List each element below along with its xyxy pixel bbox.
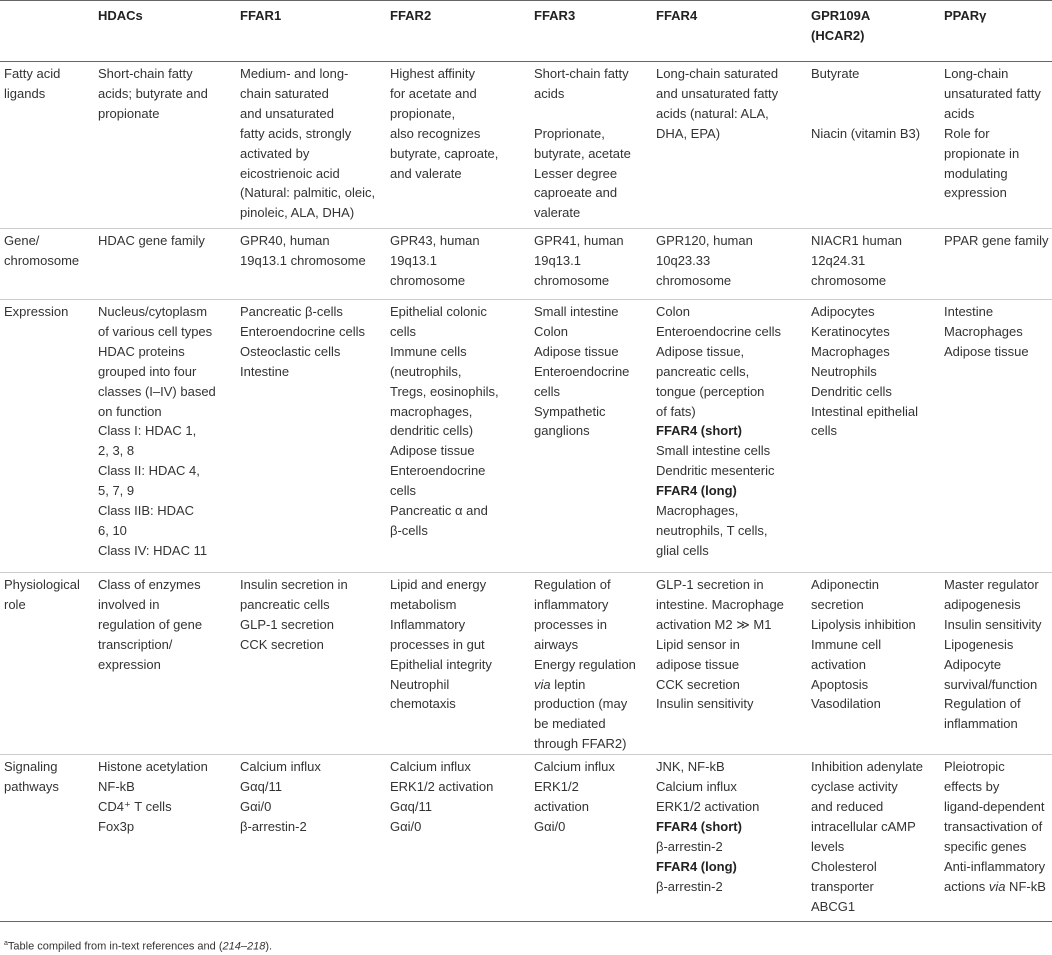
cell-line: intracellular cAMP [811,818,916,834]
cell-line: ERK1/2 [534,779,579,795]
cell-line: propionate, [390,105,456,121]
cell-line: butyrate, caproate, [390,145,499,161]
cell-line: DHA, EPA) [656,125,721,141]
cell-line: Small intestine [534,304,619,319]
cell-line: on function [98,403,162,419]
cell-line: Colon [534,323,568,339]
cell-line: Class I: HDAC 1, [98,423,197,439]
cell-line: acids; butyrate and [98,85,208,101]
cell-line: 10q23.33 [656,252,711,268]
cell-line: valerate [534,205,581,221]
cell-line: β-arrestin-2 [656,878,723,894]
cell-line: Neutrophils [811,363,877,379]
cell-line: Pleiotropic [944,759,1005,775]
cell-line: GPR40, human [240,233,330,248]
table-cell-ppar [934,62,1052,229]
row-label-text: role [4,596,26,612]
table-cell-hdacs [88,300,230,573]
cell-line: HDAC proteins [98,343,185,359]
cell-line: pinoleic, ALA, DHA) [240,205,355,221]
column-header-text: FFAR2 [390,8,432,23]
cell-line: Intestinal epithelial [811,403,918,419]
cell-line: Enteroendocrine cells [240,323,366,339]
header-row [0,1,1052,62]
cell-line: Calcium influx [240,759,321,775]
cell-line: Dendritic mesenteric [656,463,775,479]
cell-line: Short-chain fatty [98,66,193,81]
cell-line: Gαq/11 [240,779,282,795]
cell-line: of fats) [656,403,696,419]
cell-line: and unsaturated [240,105,334,121]
cell-line: 6, 10 [98,522,127,538]
column-header-hdacs [88,1,230,62]
cell-line: Macrophages [944,323,1023,339]
column-header-ppar [934,1,1052,62]
table-cell-ffar3 [524,573,646,755]
table-row-physiological-role [0,573,1052,755]
column-header-text: (HCAR2) [811,27,865,43]
row-label-text: chromosome [4,252,80,268]
table-row-expression [0,300,1052,573]
cell-line: Class of enzymes [98,577,201,592]
cell-line: Gαi/0 [240,798,272,814]
cell-line [534,104,646,124]
row-label-text: Gene/ [4,233,40,248]
cell-line: acids [944,105,975,121]
cell-line: actions via NF-kB [944,878,1046,894]
cell-line: of various cell types [98,323,213,339]
cell-line: 19q13.1 [390,252,437,268]
table-cell-ffar1 [230,755,380,922]
row-label-text: ligands [4,85,46,101]
table-row-signaling-pathways [0,755,1052,922]
cell-line: GPR41, human [534,233,624,248]
cell-line: Sympathetic [534,403,606,419]
cell-line: butyrate, acetate [534,145,631,161]
cell-line: Gαi/0 [390,818,422,834]
cell-line: Master regulator [944,577,1039,592]
cell-line: propionate [98,105,160,121]
cell-line: Calcium influx [390,759,471,775]
cell-line: (Natural: palmitic, oleic, [240,185,376,201]
cell-line: Apoptosis [811,676,869,692]
cell-line: Enteroendocrine cells [656,323,782,339]
table-cell-hdacs [88,62,230,229]
table-cell-hdacs [88,573,230,755]
cell-line [811,104,934,124]
cell-line: GPR43, human [390,233,480,248]
cell-line: Class IIB: HDAC [98,503,195,519]
cell-line: Enteroendocrine [390,463,486,479]
cell-line: propionate in [944,145,1020,161]
row-label-text: Physiological [4,577,80,592]
column-header-gpr109a-hcar2 [801,1,934,62]
column-header-text: PPARγ [944,8,987,23]
cell-line: glial cells [656,542,709,558]
cell-line: be mediated [534,716,606,732]
cell-line: and valerate [390,165,462,181]
cell-line: Small intestine cells [656,443,771,459]
table-cell-gpr109a-hcar2 [801,229,934,300]
cell-line: ganglions [534,423,590,439]
cell-line: eicostrienoic acid [240,165,340,181]
table-cell-ppar [934,300,1052,573]
cell-line: CCK secretion [240,636,324,652]
cell-line: Enteroendocrine [534,363,630,379]
cell-line: Pancreatic β-cells [240,304,343,319]
table-cell-gpr109a-hcar2 [801,755,934,922]
table-cell-ffar4 [646,755,801,922]
cell-line: cells [390,483,417,499]
table-cell-ffar2 [380,62,524,229]
cell-line: Adipose tissue [390,443,475,459]
table-row-gene-chromosome [0,229,1052,300]
cell-line: chromosome [390,272,466,288]
cell-line: cells [534,383,561,399]
cell-line: Adipose tissue, [656,343,745,359]
cell-line: β-arrestin-2 [656,838,723,854]
cell-line: Role for [944,125,990,141]
cell-line: Adipose tissue [944,343,1029,359]
cell-line: Tregs, eosinophils, [390,383,499,399]
cell-line: Class IV: HDAC 11 [98,542,208,558]
row-label [0,62,88,229]
cell-line: inflammatory [534,596,609,612]
cell-line: Calcium influx [656,779,737,795]
cell-line: Insulin sensitivity [944,616,1042,632]
column-header-text: FFAR4 [656,8,698,23]
row-label [0,229,88,300]
cell-line: processes in [534,616,607,632]
cell-line: Lipid and energy [390,577,487,592]
column-header-text: FFAR3 [534,8,576,23]
table-cell-ffar2 [380,755,524,922]
cell-line: Lipid sensor in [656,636,740,652]
cell-line: (neutrophils, [390,363,462,379]
cell-line: Regulation of [534,577,611,592]
cell-line: transactivation of [944,818,1043,834]
cell-line: Fox3p [98,818,135,834]
cell-line: Colon [656,304,690,319]
cell-line: Long-chain [944,66,1009,81]
table-cell-ppar [934,573,1052,755]
cell-line: Immune cell [811,636,882,652]
cell-line: and unsaturated fatty [656,85,779,101]
table-cell-ffar4 [646,573,801,755]
cell-subheading: FFAR4 (short) [656,818,742,834]
cell-line: activation M2 ≫ M1 [656,616,772,632]
cell-line: survival/function [944,676,1038,692]
table-cell-ffar1 [230,300,380,573]
cell-line: Regulation of [944,696,1021,712]
cell-line: Histone acetylation [98,759,208,775]
cell-line: Insulin sensitivity [656,696,754,712]
cell-line: Lesser degree [534,165,618,181]
cell-line: also recognizes [390,125,481,141]
cell-line: Epithelial colonic [390,304,487,319]
table-cell-ppar [934,755,1052,922]
row-label-text: Fatty acid [4,66,61,81]
cell-line: Macrophages [811,343,890,359]
header-cell-blank [0,1,88,62]
cell-line: specific genes [944,838,1027,854]
footnote-text-end: ). [265,940,273,953]
cell-line: caproeate and [534,185,618,201]
cell-line: Gαi/0 [534,818,566,834]
cell-line: fatty acids, strongly [240,125,352,141]
cell-line: adipose tissue [656,656,740,672]
cell-line: Osteoclastic cells [240,343,341,359]
cell-line: Lipolysis inhibition [811,616,916,632]
cell-line: Anti-inflammatory [944,858,1046,874]
cell-line: Short-chain fatty [534,66,629,81]
cell-line: expression [944,185,1007,201]
cell-line: GPR120, human [656,233,753,248]
cell-line: Epithelial integrity [390,656,492,672]
cell-line: Long-chain saturated [656,66,779,81]
cell-line: Cholesterol [811,858,877,874]
cell-line: ERK1/2 activation [656,798,760,814]
cell-line: Medium- and long- [240,66,349,81]
cell-line: macrophages, [390,403,473,419]
cell-line: involved in [98,596,160,612]
cell-line: Energy regulation [534,656,636,672]
table-cell-hdacs [88,755,230,922]
cell-line: β-cells [390,522,428,538]
cell-line: pancreatic cells, [656,363,750,379]
column-header-text: GPR109A [811,8,871,23]
cell-subheading: FFAR4 (short) [656,423,742,439]
cell-line: Neutrophil [390,676,450,692]
column-header-ffar2 [380,1,524,62]
table-body [0,62,1052,922]
cell-line: chromosome [811,272,887,288]
table-cell-ffar2 [380,573,524,755]
table-cell-ffar3 [524,300,646,573]
cell-line: PPAR gene family [944,233,1049,248]
cell-line: production (may [534,696,628,712]
table-cell-ffar1 [230,573,380,755]
cell-line: Nucleus/cytoplasm [98,304,208,319]
cell-line: Adipocytes [811,304,875,319]
cell-line: Calcium influx [534,759,615,775]
cell-line: Pancreatic α and [390,503,488,519]
cell-line: cells [811,423,838,439]
cell-line: regulation of gene [98,616,203,632]
cell-line: activation [534,798,589,814]
cell-line: Highest affinity [390,66,476,81]
cell-line: CCK secretion [656,676,740,692]
cell-line: activated by [240,145,310,161]
cell-line: Dendritic cells [811,383,892,399]
cell-line: expression [98,656,161,672]
cell-line: neutrophils, T cells, [656,522,768,538]
cell-line: activation [811,656,866,672]
cell-line: chromosome [656,272,732,288]
cell-line: for acetate and [390,85,477,101]
cell-line: tongue (perception [656,383,765,399]
cell-line: and reduced [811,798,884,814]
cell-line: ligand-dependent [944,798,1045,814]
table-header [0,1,1052,62]
cell-line: transcription/ [98,636,173,652]
table-cell-ffar3 [524,62,646,229]
cell-line: secretion [811,596,864,612]
table-cell-ffar4 [646,300,801,573]
table-cell-gpr109a-hcar2 [801,62,934,229]
cell-line: modulating [944,165,1008,181]
table-cell-ffar3 [524,229,646,300]
cell-line: Niacin (vitamin B3) [811,125,921,141]
cell-line: inflammation [944,716,1018,732]
cell-line: unsaturated fatty [944,85,1041,101]
row-label [0,300,88,573]
table-cell-ppar [934,229,1052,300]
column-header-text: HDACs [98,8,143,23]
cell-line: grouped into four [98,363,197,379]
cell-line: 19q13.1 chromosome [240,252,366,268]
cell-line: Gαq/11 [390,798,432,814]
table-cell-ffar4 [646,62,801,229]
cell-line: intestine. Macrophage [656,596,784,612]
cell-line: Butyrate [811,66,860,81]
table-cell-ffar3 [524,755,646,922]
cell-line: transporter [811,878,874,894]
table-cell-ffar2 [380,300,524,573]
table-cell-hdacs [88,229,230,300]
cell-line: 12q24.31 [811,252,866,268]
cell-line: 2, 3, 8 [98,443,135,459]
cell-line: ERK1/2 activation [390,779,494,795]
cell-line: Intestine [944,304,994,319]
cell-line: chromosome [534,272,610,288]
row-label-text: Expression [4,304,69,319]
cell-line: cells [390,323,417,339]
cell-line: Keratinocytes [811,323,890,339]
cell-line: Inflammatory [390,616,466,632]
cell-line: Inhibition adenylate [811,759,924,775]
cell-line: β-arrestin-2 [240,818,307,834]
cell-line: HDAC gene family [98,233,205,248]
table-cell-ffar1 [230,229,380,300]
cell-line: chemotaxis [390,696,456,712]
cell-line: pancreatic cells [240,596,330,612]
cell-line: Immune cells [390,343,467,359]
cell-line: dendritic cells) [390,423,474,439]
footnote-marker: a [4,940,8,947]
table-cell-ffar2 [380,229,524,300]
cell-line: Adiponectin [811,577,879,592]
cell-line: airways [534,636,579,652]
cell-line: Class II: HDAC 4, [98,463,200,479]
cell-line: Adipocyte [944,656,1002,672]
cell-line: Adipose tissue [534,343,619,359]
cell-line: acids (natural: ALA, [656,105,769,121]
row-label [0,573,88,755]
cell-line: NF-kB [98,779,135,795]
column-header-text: FFAR1 [240,8,282,23]
cell-line [811,84,934,104]
table-cell-gpr109a-hcar2 [801,573,934,755]
row-label-text: pathways [4,779,59,795]
cell-line: processes in gut [390,636,485,652]
column-header-ffar3 [524,1,646,62]
cell-line: Insulin secretion in [240,577,348,592]
cell-line: 5, 7, 9 [98,483,135,499]
cell-line: classes (I–IV) based [98,383,216,399]
footnote-text: Table compiled from in-text references and ( [7,940,223,953]
cell-line: Proprionate, [534,125,605,141]
cell-line: through FFAR2) [534,736,627,752]
cell-line: GLP-1 secretion in [656,577,764,592]
row-label [0,755,88,922]
cell-line: chain saturated [240,85,329,101]
cell-line: levels [811,838,845,854]
cell-line: GLP-1 secretion [240,616,334,632]
cell-line: NIACR1 human [811,233,903,248]
cell-subheading: FFAR4 (long) [656,483,737,499]
table-footnote [4,937,272,954]
cell-line: metabolism [390,596,457,612]
cell-line: Lipogenesis [944,636,1014,652]
cell-line: JNK, NF-kB [656,759,725,775]
table-cell-gpr109a-hcar2 [801,300,934,573]
row-label-text: Signaling [4,759,58,775]
cell-line: ABCG1 [811,898,856,914]
cell-line: cyclase activity [811,779,898,795]
cell-line: Vasodilation [811,696,881,712]
table-cell-ffar1 [230,62,380,229]
footnote-citation: 214–218 [222,940,266,953]
table-row-fatty-acid-ligands [0,62,1052,229]
column-header-ffar1 [230,1,380,62]
cell-line: Macrophages, [656,503,739,519]
cell-line: adipogenesis [944,596,1021,612]
column-header-ffar4 [646,1,801,62]
cell-line: acids [534,85,565,101]
table-cell-ffar4 [646,229,801,300]
cell-line: effects by [944,779,1000,795]
cell-subheading: FFAR4 (long) [656,858,737,874]
cell-line: via leptin [534,676,586,692]
cell-line: CD4⁺ T cells [98,798,172,814]
cell-line: Intestine [240,363,290,379]
cell-line: 19q13.1 [534,252,581,268]
